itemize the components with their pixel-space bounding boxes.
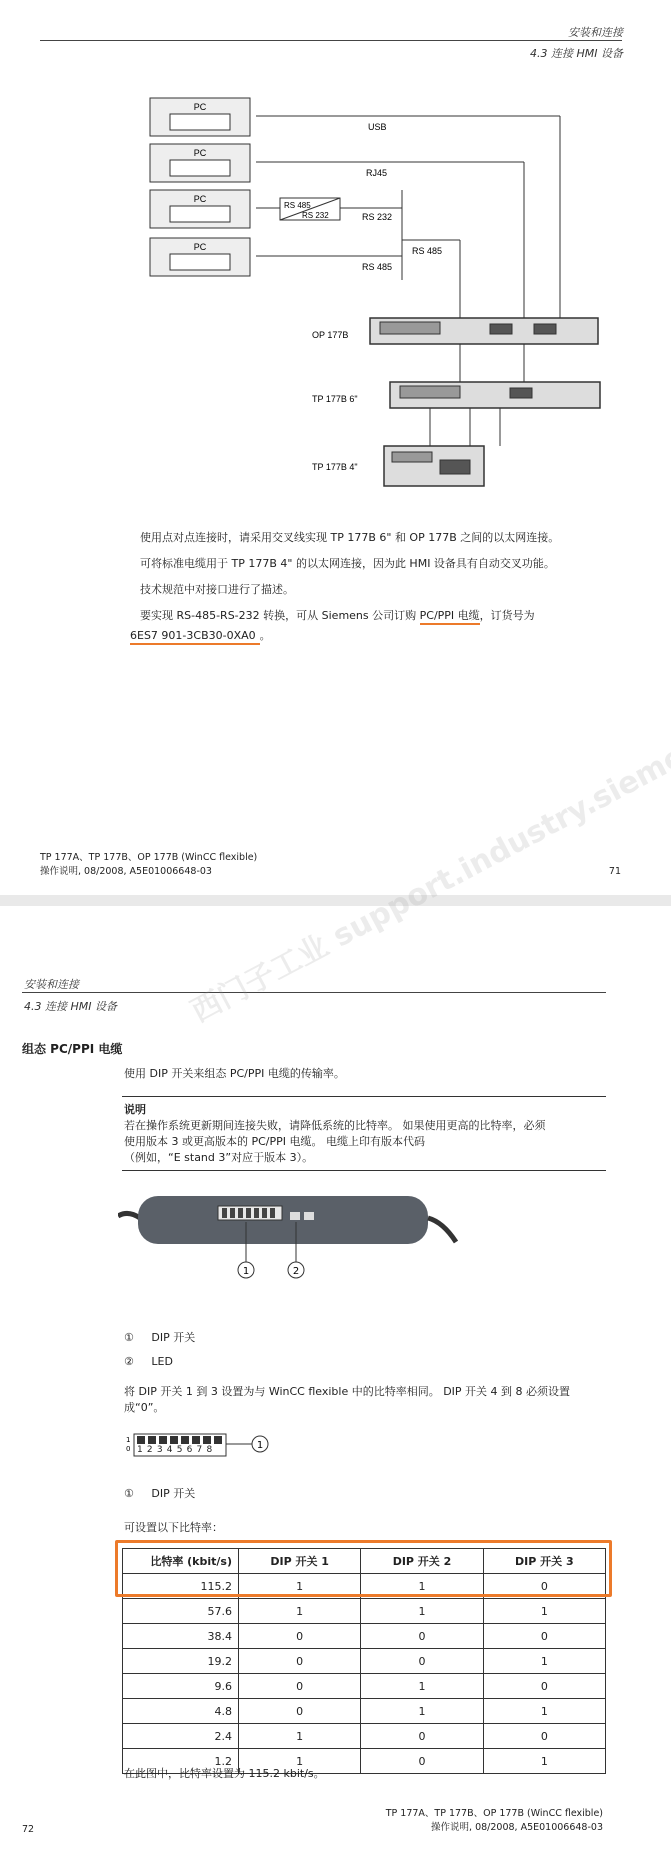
dip-callout-label: DIP 开关: [151, 1487, 196, 1500]
svg-text:1: 1: [242, 1266, 250, 1277]
cell-dip-3: 0: [483, 1724, 605, 1749]
callout-number-2: ②: [124, 1355, 134, 1368]
pc-label-2: PC: [193, 148, 207, 158]
cell-bitrate: 9.6: [123, 1674, 239, 1699]
page-gap: [0, 895, 671, 906]
para-2: 可将标准电缆用于 TP 177B 4" 的以太网连接，因为此 HMI 设备具有自动交叉功能。: [140, 557, 555, 570]
cell-dip-3: 0: [483, 1674, 605, 1699]
footer-product: TP 177A、TP 177B、OP 177B (WinCC flexible): [40, 852, 258, 863]
usb-label: USB: [368, 122, 387, 132]
header-bitrate: 比特率 (kbit/s): [123, 1549, 239, 1574]
footer-manual: 操作说明, 08/2008, A5E01006648-03: [40, 866, 212, 877]
cell-dip-2: 1: [361, 1574, 483, 1599]
connection-diagram: [140, 90, 620, 510]
page-number: 71: [608, 866, 621, 877]
section-title: 组态 PC/PPI 电缆: [22, 1042, 123, 1056]
cell-bitrate: 57.6: [123, 1599, 239, 1624]
order-tail: 。: [259, 629, 271, 642]
pc-ppi-cable-link[interactable]: PC/PPI 电缆: [420, 609, 480, 625]
pc-label-4: PC: [193, 242, 207, 252]
dip-instruction-line-1: 将 DIP 开关 1 到 3 设置为与 WinCC flexible 中的比特率相同。 DIP 开关 4 到 8 必须设置: [124, 1385, 571, 1398]
cell-dip-2: 1: [361, 1699, 483, 1724]
cell-bitrate: 1.2: [123, 1749, 239, 1774]
dip-switch-block: [124, 1430, 284, 1466]
svg-text:0: 0: [126, 1445, 131, 1453]
dip-callout: [124, 1486, 195, 1501]
svg-text:1: 1: [256, 1440, 264, 1451]
cell-bitrate: 4.8: [123, 1699, 239, 1724]
table-row: [123, 1724, 606, 1749]
op177b-label: OP 177B: [312, 330, 349, 340]
tp177b4-label: TP 177B 4": [312, 462, 358, 472]
pc-label-1: PC: [193, 102, 207, 112]
callout-2: [124, 1354, 173, 1369]
rj45-label: RJ45: [366, 168, 388, 178]
cell-dip-1: 1: [239, 1724, 361, 1749]
svg-text:1: 1: [126, 1436, 131, 1444]
note-title: 说明: [124, 1103, 146, 1116]
cell-dip-2: 0: [361, 1749, 483, 1774]
cell-dip-3: 0: [483, 1624, 605, 1649]
header-subtitle: 4.3 连接 HMI 设备: [24, 1000, 117, 1013]
table-row: [123, 1699, 606, 1724]
cell-bitrate: 38.4: [123, 1624, 239, 1649]
para-4-end: ，订货号为: [479, 609, 535, 622]
converter-rs485-label: RS 485: [284, 201, 311, 210]
cell-dip-3: 1: [483, 1749, 605, 1774]
header-rule: [40, 40, 622, 41]
cell-bitrate: 19.2: [123, 1649, 239, 1674]
note-bottom-rule: [122, 1170, 606, 1171]
order-number: 6ES7 901-3CB30-0XA0: [130, 629, 260, 645]
order-number-line: [130, 628, 271, 643]
table-row: [123, 1649, 606, 1674]
table-intro: 可设置以下比特率：: [124, 1521, 223, 1534]
dip-instruction-line-2: 成“0”。: [124, 1401, 165, 1414]
cell-dip-3: 1: [483, 1649, 605, 1674]
para-1: 使用点对点连接时，请采用交叉线实现 TP 177B 6" 和 OP 177B 之间的以太网连接。: [140, 531, 560, 544]
note-line-3: （例如，“E stand 3”对应于版本 3）。: [124, 1151, 314, 1164]
note-line-2: 使用版本 3 或更高版本的 PC/PPI 电缆。 电缆上印有版本代码: [124, 1135, 426, 1148]
cell-dip-1: 0: [239, 1624, 361, 1649]
header-title: 安装和连接: [24, 978, 79, 991]
cell-dip-1: 1: [239, 1599, 361, 1624]
conclusion-text: 在此图中，比特率设置为 115.2 kbit/s。: [124, 1767, 325, 1780]
header-dip-2: DIP 开关 2: [361, 1549, 483, 1574]
rs485-label-b: RS 485: [412, 246, 443, 256]
cell-bitrate: 115.2: [123, 1574, 239, 1599]
cell-dip-1: 1: [239, 1574, 361, 1599]
table-row: [123, 1624, 606, 1649]
page-71: [0, 0, 671, 895]
header-subtitle: 4.3 连接 HMI 设备: [530, 47, 623, 60]
callout-1: [124, 1330, 195, 1345]
svg-text:2: 2: [292, 1266, 300, 1277]
pc-label-3: PC: [193, 194, 207, 204]
converter-rs232-label: RS 232: [302, 211, 329, 220]
callout-label-led: LED: [151, 1355, 173, 1368]
rs485-label-c: RS 485: [362, 262, 393, 272]
cell-bitrate: 2.4: [123, 1724, 239, 1749]
page-number-72: 72: [22, 1824, 35, 1835]
note-line-1: 若在操作系统更新期间连接失败，请降低系统的比特率。 如果使用更高的比特率，必须: [124, 1119, 546, 1132]
cell-dip-2: 0: [361, 1724, 483, 1749]
cell-dip-1: 0: [239, 1649, 361, 1674]
rs232-label: RS 232: [362, 212, 393, 222]
footer-product-72: TP 177A、TP 177B、OP 177B (WinCC flexible): [385, 1808, 603, 1819]
table-row: [123, 1599, 606, 1624]
pc-ppi-cable-image: [118, 1182, 458, 1322]
cell-dip-1: 0: [239, 1699, 361, 1724]
highlight-box: [115, 1540, 612, 1597]
cell-dip-2: 0: [361, 1624, 483, 1649]
cell-dip-2: 1: [361, 1599, 483, 1624]
callout-label-dip: DIP 开关: [151, 1331, 196, 1344]
cell-dip-2: 1: [361, 1674, 483, 1699]
cell-dip-1: 1: [239, 1749, 361, 1774]
para-3: 技术规范中对接口进行了描述。: [140, 583, 294, 596]
tp177b6-label: TP 177B 6": [312, 394, 358, 404]
dip-callout-number: ①: [124, 1487, 134, 1500]
table-row: [123, 1674, 606, 1699]
cell-dip-3: 0: [483, 1574, 605, 1599]
header-rule: [22, 992, 606, 993]
dip-switch-numbers: 12345678: [137, 1445, 217, 1455]
header-title: 安装和连接: [568, 26, 623, 39]
cell-dip-1: 0: [239, 1674, 361, 1699]
header-dip-1: DIP 开关 1: [239, 1549, 361, 1574]
cell-dip-3: 1: [483, 1699, 605, 1724]
intro-text: 使用 DIP 开关来组态 PC/PPI 电缆的传输率。: [124, 1067, 345, 1080]
footer-manual-72: 操作说明, 08/2008, A5E01006648-03: [431, 1822, 603, 1833]
header-dip-3: DIP 开关 3: [483, 1549, 605, 1574]
para-4-start: 要实现 RS-485-RS-232 转换，可从 Siemens 公司订购: [140, 609, 420, 622]
para-4: [140, 608, 535, 623]
cell-dip-3: 1: [483, 1599, 605, 1624]
note-top-rule: [122, 1096, 606, 1097]
cell-dip-2: 0: [361, 1649, 483, 1674]
callout-number-1: ①: [124, 1331, 134, 1344]
